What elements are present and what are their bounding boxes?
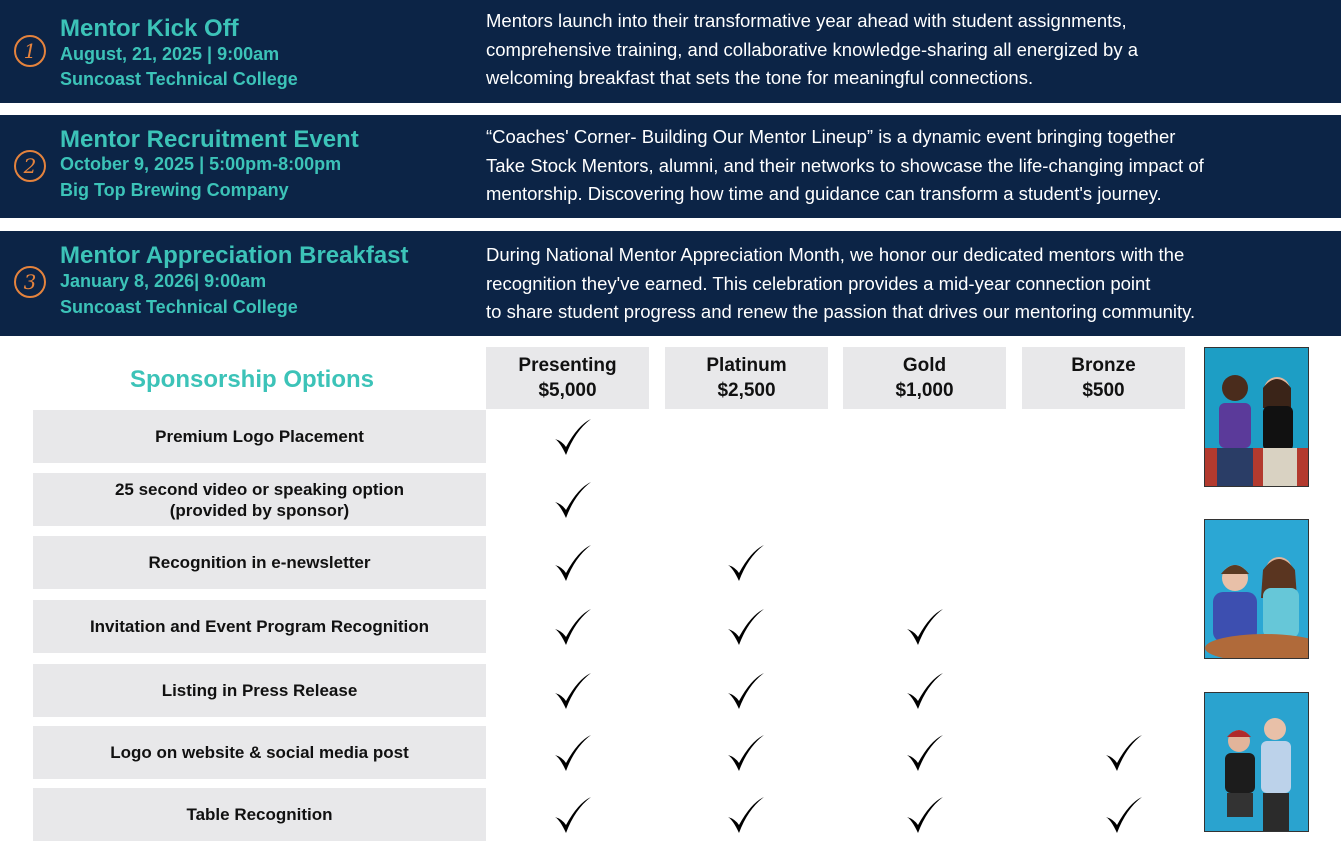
benefit-row (33, 788, 486, 841)
benefit-row (33, 664, 486, 717)
checkmark-icon (551, 605, 595, 649)
event-description (486, 123, 1316, 209)
event-venue: Suncoast Technical College (60, 297, 298, 317)
benefit-label: Logo on website & social media post (110, 743, 409, 762)
tier-header-bronze (1022, 347, 1185, 409)
tier-name: Gold (902, 355, 947, 376)
benefit-label: 25 second video or speaking option (provided by sponsor) (114, 479, 405, 520)
tier-price: $5,000 (538, 380, 597, 401)
checkmark-icon (1102, 731, 1146, 775)
benefit-label: Premium Logo Placement (155, 427, 364, 446)
tier-price: $500 (1082, 380, 1125, 401)
description-line: recognition they've earned. This celebration provides a mid-year connection point (486, 272, 1151, 294)
event-title: Mentor Appreciation Breakfast (60, 242, 409, 269)
event-banner-2 (0, 115, 1341, 218)
checkmark-icon (903, 605, 947, 649)
description-line: Take Stock Mentors, alumni, and their networks to showcase the life-changing impact of (486, 154, 1204, 176)
description-line: Mentors launch into their transformative year ahead with student assignments, (486, 10, 1127, 31)
tier-price: $1,000 (895, 380, 954, 401)
event-venue: Big Top Brewing Company (60, 180, 289, 200)
event-title: Mentor Recruitment Event (60, 126, 359, 153)
tier-name: Presenting (518, 355, 617, 376)
event-venue: Suncoast Technical College (60, 69, 298, 89)
tier-header-presenting (486, 347, 649, 409)
description-line: During National Mentor Appreciation Month, we honor our dedicated mentors with the (486, 244, 1185, 265)
checkmark-icon (724, 793, 768, 837)
tier-name: Bronze (1071, 355, 1136, 376)
event-date: August, 21, 2025 | 9:00am (60, 44, 280, 64)
tier-name: Platinum (706, 355, 787, 376)
checkmark-icon (724, 731, 768, 775)
mentor-student-photo-3 (1204, 692, 1309, 832)
description-line: “Coaches' Corner- Building Our Mentor Lineup” is a dynamic event bringing together (486, 126, 1176, 147)
number-2-icon: 2 (14, 150, 46, 182)
benefit-label: Invitation and Event Program Recognition (89, 617, 430, 636)
checkmark-icon (1102, 793, 1146, 837)
mentor-student-photo-2 (1204, 519, 1309, 659)
event-banner-1 (0, 0, 1341, 103)
benefit-row (33, 473, 486, 526)
checkmark-icon (724, 541, 768, 585)
benefit-row (33, 410, 486, 463)
description-line: to share student progress and renew the passion that drives our mentoring community. (486, 301, 1196, 322)
event-description (486, 7, 1316, 93)
checkmark-icon (903, 793, 947, 837)
event-date: October 9, 2025 | 5:00pm-8:00pm (60, 154, 342, 174)
event-date: January 8, 2026| 9:00am (60, 271, 267, 291)
checkmark-icon (551, 793, 595, 837)
checkmark-icon (903, 669, 947, 713)
event-banner-3 (0, 231, 1341, 336)
tier-price: $2,500 (717, 380, 776, 401)
mentor-student-photo-1 (1204, 347, 1309, 487)
benefit-row (33, 600, 486, 653)
description-line: comprehensive training, and collaborative knowledge-sharing all energized by a (486, 38, 1138, 60)
checkmark-icon (551, 731, 595, 775)
checkmark-icon (724, 605, 768, 649)
number-3-icon: 3 (14, 266, 46, 298)
benefit-label: Listing in Press Release (161, 681, 358, 700)
checkmark-icon (724, 669, 768, 713)
benefit-label: Table Recognition (186, 805, 333, 824)
description-line: welcoming breakfast that sets the tone for meaningful connections. (486, 67, 1034, 88)
checkmark-icon (903, 731, 947, 775)
tier-header-platinum (665, 347, 828, 409)
sponsorship-title: Sponsorship Options (130, 366, 374, 393)
number-1-icon: 1 (14, 35, 46, 67)
event-title: Mentor Kick Off (60, 15, 239, 42)
benefit-row (33, 536, 486, 589)
event-description (486, 241, 1316, 327)
checkmark-icon (551, 541, 595, 585)
benefit-label: Recognition in e-newsletter (148, 553, 371, 572)
tier-header-gold (843, 347, 1006, 409)
benefit-row (33, 726, 486, 779)
description-line: mentorship. Discovering how time and guidance can transform a student's journey. (486, 183, 1162, 204)
checkmark-icon (551, 669, 595, 713)
checkmark-icon (551, 478, 595, 522)
checkmark-icon (551, 415, 595, 459)
